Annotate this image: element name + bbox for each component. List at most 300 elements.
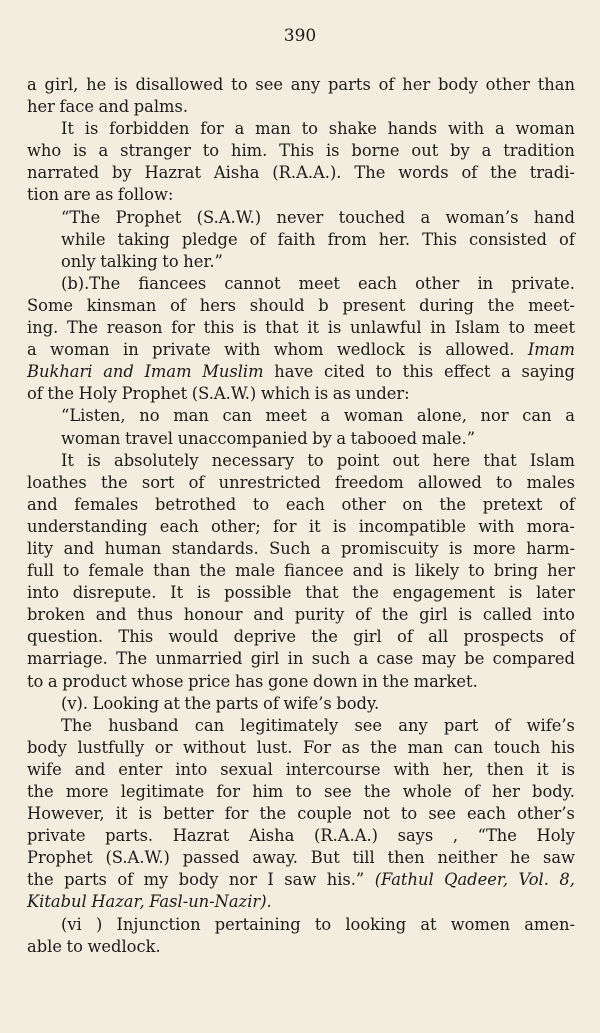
word: that xyxy=(305,583,339,603)
text-line xyxy=(27,383,575,405)
word: harm- xyxy=(526,538,575,558)
word: human xyxy=(104,538,162,558)
word: promiscuity xyxy=(340,538,439,558)
word: under: xyxy=(355,384,410,404)
word: see xyxy=(354,715,383,735)
word: (S.A.W.) xyxy=(191,384,257,404)
word: standards. xyxy=(171,538,259,558)
word: Prophet xyxy=(115,207,182,227)
text-line xyxy=(27,361,575,383)
word: who xyxy=(27,141,62,161)
word: ) xyxy=(95,914,103,934)
word: pretext xyxy=(482,494,543,514)
word: talking xyxy=(100,251,158,271)
word: nor xyxy=(228,870,257,890)
word: down xyxy=(312,671,358,691)
word: price xyxy=(188,671,231,691)
word: to xyxy=(400,804,418,824)
word: and xyxy=(253,605,284,625)
word: my xyxy=(143,870,169,890)
word: a xyxy=(501,362,511,382)
word: can xyxy=(222,406,252,426)
word: to xyxy=(202,141,220,161)
text-line xyxy=(27,74,575,96)
word: he xyxy=(510,848,531,868)
word: pertaining xyxy=(214,914,301,934)
text-line xyxy=(27,693,575,715)
word: of xyxy=(170,295,186,315)
word: wedlock. xyxy=(87,936,161,956)
word: is xyxy=(327,318,342,338)
word: saying xyxy=(521,362,575,382)
word: The xyxy=(354,163,386,183)
word: possible xyxy=(224,583,292,603)
word: any xyxy=(290,75,321,94)
text-line xyxy=(27,737,575,759)
text-line xyxy=(27,118,575,140)
word: of xyxy=(263,693,279,713)
word: as xyxy=(332,384,351,404)
word: taking xyxy=(117,229,170,249)
word: out xyxy=(392,450,420,470)
word: other xyxy=(485,75,530,94)
word: This xyxy=(279,141,315,161)
word: private xyxy=(27,826,86,846)
word: follow: xyxy=(117,185,174,205)
word: meet xyxy=(533,318,575,338)
word: and xyxy=(352,561,384,581)
word: is xyxy=(73,141,87,161)
word: enter xyxy=(118,759,163,779)
word: her. xyxy=(378,229,410,249)
word: can xyxy=(194,715,225,735)
word: and xyxy=(63,538,95,558)
word: the xyxy=(490,163,517,183)
text-line xyxy=(27,648,575,670)
word: (v). xyxy=(61,693,89,713)
word: Looking xyxy=(92,693,160,713)
word: Islam xyxy=(454,318,500,338)
word: woman xyxy=(61,428,121,448)
word: a xyxy=(320,406,331,426)
word: neither xyxy=(437,848,498,868)
word: Prophet xyxy=(121,384,188,404)
word: Prophet xyxy=(27,848,93,868)
word: body xyxy=(27,737,67,757)
word: unlawful xyxy=(350,318,422,338)
word: Aisha xyxy=(213,163,260,183)
word: The xyxy=(67,318,99,338)
word: the xyxy=(352,583,379,603)
word: saw xyxy=(542,848,575,868)
text-line xyxy=(27,273,575,295)
word: is xyxy=(508,583,523,603)
word: body xyxy=(178,870,219,890)
word: of xyxy=(461,163,478,183)
text-line xyxy=(27,207,575,229)
word: incompatible xyxy=(358,516,466,536)
word: into xyxy=(542,605,575,625)
text-line xyxy=(27,162,575,184)
word: amen- xyxy=(524,914,575,934)
word: into xyxy=(27,583,60,603)
word: freedom xyxy=(334,472,404,492)
word: have xyxy=(274,362,314,382)
word: more xyxy=(472,538,516,558)
word: are xyxy=(63,185,91,205)
word: to xyxy=(62,561,80,581)
word: in xyxy=(123,340,139,360)
word: face xyxy=(59,97,94,117)
word: is xyxy=(392,561,406,581)
word: more xyxy=(65,782,109,801)
word: is xyxy=(87,450,101,470)
word: her xyxy=(547,561,575,581)
word: girl xyxy=(250,649,280,669)
word: engagement xyxy=(392,583,496,603)
word: it xyxy=(115,804,128,824)
text-line xyxy=(27,450,575,472)
word: This xyxy=(422,229,457,249)
word: reason xyxy=(106,318,163,338)
word: fiancee xyxy=(284,561,344,581)
word: male.” xyxy=(421,428,476,448)
word: is xyxy=(84,119,99,139)
word: The xyxy=(61,715,92,735)
word: Aisha xyxy=(248,826,295,846)
word: meet- xyxy=(528,295,575,315)
word: other; xyxy=(210,516,261,536)
word: with xyxy=(224,340,261,360)
word: couple xyxy=(297,804,352,824)
word: Holy xyxy=(78,384,118,404)
word: honour xyxy=(183,605,243,625)
word: in xyxy=(477,273,494,293)
word: gone xyxy=(267,671,309,691)
word: the xyxy=(381,605,409,625)
word: her, xyxy=(442,759,474,779)
word: out xyxy=(411,141,439,161)
word: girl xyxy=(419,605,448,625)
word: For xyxy=(303,737,332,757)
text-line xyxy=(27,251,575,273)
word: may xyxy=(421,649,456,669)
word: would xyxy=(168,627,219,647)
word: narrated xyxy=(27,163,100,183)
word: Islam xyxy=(529,450,575,470)
word: than xyxy=(537,75,575,94)
word: saw xyxy=(284,870,317,890)
text-line xyxy=(27,472,575,494)
text-line xyxy=(27,428,575,450)
word: private. xyxy=(511,273,575,293)
word: I xyxy=(267,870,274,890)
word: Imam xyxy=(527,340,575,360)
word: wife xyxy=(27,759,62,779)
word: hand xyxy=(533,207,575,227)
word: each xyxy=(285,494,325,514)
word: or xyxy=(154,737,173,757)
text-line xyxy=(27,96,575,118)
word: wife’s xyxy=(526,715,575,735)
word: see xyxy=(428,804,456,824)
word: man xyxy=(173,406,209,426)
word: of xyxy=(559,627,575,647)
word: tion xyxy=(27,185,60,205)
word: However, xyxy=(27,804,105,824)
word: whole xyxy=(402,782,452,801)
word: ing. xyxy=(27,318,59,338)
word: male xyxy=(235,561,276,581)
word: (R.A.A.). xyxy=(272,163,342,183)
word: wife’s xyxy=(283,693,332,713)
word: males xyxy=(526,472,575,492)
word: legitimate xyxy=(120,782,205,801)
word: that xyxy=(265,318,299,338)
word: such xyxy=(311,649,351,669)
word: It xyxy=(170,583,184,603)
word: each xyxy=(358,273,397,293)
word: her xyxy=(27,97,55,117)
word: woman’s xyxy=(445,207,519,227)
word: into xyxy=(175,759,208,779)
word: a xyxy=(420,207,431,227)
word: the xyxy=(487,295,515,315)
word: other xyxy=(341,494,386,514)
word: betrothed xyxy=(154,494,237,514)
word: by xyxy=(312,428,332,448)
text-line xyxy=(27,317,575,339)
word: allowed. xyxy=(445,340,515,360)
word: full xyxy=(27,561,54,581)
word: absolutely xyxy=(113,450,199,470)
word: Fasl-un-Nazir). xyxy=(149,892,272,912)
word: has xyxy=(234,671,264,691)
word: for xyxy=(224,804,249,824)
word: says xyxy=(397,826,434,846)
word: that xyxy=(483,450,517,470)
text-line xyxy=(27,847,575,869)
word: as xyxy=(341,737,360,757)
word: is xyxy=(325,141,340,161)
word: see xyxy=(324,782,352,801)
word: is xyxy=(242,318,257,338)
word: he xyxy=(86,75,107,94)
word: her xyxy=(491,782,520,801)
word: pledge xyxy=(181,229,238,249)
text-line xyxy=(27,869,575,891)
word: lity xyxy=(27,538,54,558)
word: (S.A.W.) xyxy=(105,848,170,868)
word: see xyxy=(255,75,283,94)
word: private xyxy=(152,340,211,360)
word: likely xyxy=(414,561,460,581)
word: each xyxy=(467,804,506,824)
word: is xyxy=(314,384,329,404)
text-line xyxy=(27,891,575,913)
word: on xyxy=(402,494,423,514)
word: the xyxy=(382,671,410,691)
word: hands xyxy=(387,119,438,139)
word: unrestricted xyxy=(218,472,321,492)
word: disallowed xyxy=(135,75,224,94)
word: at xyxy=(163,693,180,713)
word: for xyxy=(216,782,241,801)
word: a xyxy=(234,119,245,139)
word: other xyxy=(415,273,460,293)
word: compared xyxy=(492,649,575,669)
word: the xyxy=(184,693,212,713)
word: the xyxy=(199,561,227,581)
word: of xyxy=(494,715,511,735)
word: by xyxy=(111,163,132,183)
text-line xyxy=(27,405,575,427)
word: of xyxy=(249,229,266,249)
word: Muslim xyxy=(202,362,264,382)
text-line xyxy=(27,781,575,803)
word: , xyxy=(452,826,459,846)
word: forbidden xyxy=(109,119,190,139)
word: and xyxy=(98,97,130,117)
word: (vi xyxy=(61,914,82,934)
word: to xyxy=(468,561,485,581)
text-line xyxy=(27,914,575,936)
word: bring xyxy=(493,561,539,581)
word: “Listen, xyxy=(61,406,126,426)
word: Hazar, xyxy=(91,892,145,912)
word: This xyxy=(118,627,154,647)
word: is xyxy=(138,804,153,824)
word: away. xyxy=(252,848,298,868)
word: for xyxy=(272,516,297,536)
word: to xyxy=(162,251,179,271)
word: Bukhari xyxy=(27,362,93,382)
word: all xyxy=(428,627,449,647)
text-line xyxy=(27,229,575,251)
text-line xyxy=(27,140,575,162)
word: it xyxy=(536,759,549,779)
text-line xyxy=(27,516,575,538)
word: palms. xyxy=(133,97,189,117)
word: a xyxy=(27,340,37,360)
word: in xyxy=(430,318,447,338)
word: it xyxy=(307,318,320,338)
word: of xyxy=(559,229,575,249)
word: fiancees xyxy=(138,273,207,293)
word: of xyxy=(117,870,134,890)
word: (Fathul xyxy=(374,870,434,890)
word: meet xyxy=(265,406,307,426)
word: to xyxy=(252,494,270,514)
word: and xyxy=(95,605,127,625)
word: a xyxy=(27,75,37,94)
word: to xyxy=(66,936,83,956)
word: kinsman xyxy=(86,295,157,315)
word: of xyxy=(397,627,413,647)
word: with xyxy=(478,516,515,536)
word: women xyxy=(450,914,511,934)
word: the xyxy=(259,804,287,824)
word: of xyxy=(27,384,43,404)
word: intercourse xyxy=(285,759,381,779)
word: legitimately xyxy=(240,715,339,735)
word: his.” xyxy=(326,870,365,890)
word: girl, xyxy=(44,75,79,94)
text-line xyxy=(27,715,575,737)
word: during xyxy=(419,295,474,315)
word: product xyxy=(62,671,127,691)
word: any xyxy=(398,715,428,735)
word: a xyxy=(481,141,492,161)
word: as xyxy=(95,185,114,205)
word: effect xyxy=(443,362,491,382)
word: him. xyxy=(230,141,268,161)
word: no xyxy=(139,406,160,426)
word: the xyxy=(439,494,467,514)
word: a xyxy=(98,141,109,161)
word: cannot xyxy=(224,273,281,293)
word: this xyxy=(402,362,434,382)
word: a xyxy=(320,538,331,558)
word: Vol. xyxy=(518,870,549,890)
word: never xyxy=(276,207,324,227)
word: his xyxy=(550,737,575,757)
word: to xyxy=(375,362,392,382)
text-line xyxy=(27,295,575,317)
word: b xyxy=(318,295,329,315)
text-line xyxy=(27,626,575,648)
page-number: 390 xyxy=(283,26,317,46)
text-line xyxy=(27,582,575,604)
word: at xyxy=(420,914,437,934)
text-line xyxy=(27,184,575,206)
word: woman xyxy=(515,119,575,139)
word: woman xyxy=(343,406,404,426)
word: should xyxy=(249,295,305,315)
text-line xyxy=(27,936,575,958)
word: Some xyxy=(27,295,74,315)
word: lustfully xyxy=(77,737,145,757)
word: lust. xyxy=(256,737,293,757)
word: of xyxy=(559,494,575,514)
word: tradition xyxy=(503,141,575,161)
word: in xyxy=(287,649,304,669)
word: borne xyxy=(351,141,400,161)
word: man xyxy=(407,737,444,757)
word: Hazrat xyxy=(172,826,230,846)
word: wedlock xyxy=(336,340,405,360)
word: It xyxy=(61,119,74,139)
word: Hazrat xyxy=(144,163,201,183)
word: body xyxy=(437,75,478,94)
word: parts xyxy=(328,75,371,94)
text-line xyxy=(27,825,575,847)
word: Kitabul xyxy=(27,892,87,912)
word: is xyxy=(196,583,211,603)
word: man xyxy=(255,119,291,139)
word: market. xyxy=(413,671,478,691)
word: travel xyxy=(124,428,174,448)
word: shake xyxy=(328,119,377,139)
word: is xyxy=(114,75,128,94)
word: is xyxy=(448,538,463,558)
word: later xyxy=(536,583,575,603)
word: with xyxy=(393,759,430,779)
word: allowed xyxy=(417,472,482,492)
word: hers xyxy=(199,295,236,315)
word: parts xyxy=(64,870,107,890)
text-line xyxy=(27,560,575,582)
